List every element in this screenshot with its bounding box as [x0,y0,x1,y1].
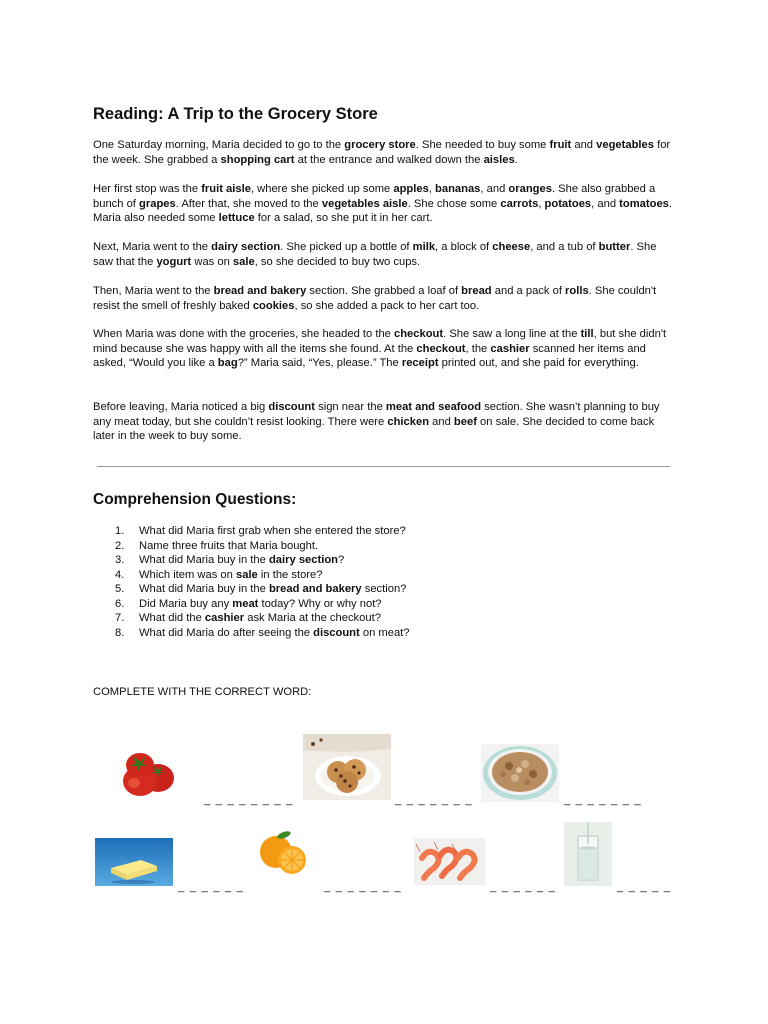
text-run: scanned her items and asked, “Would you like a [93,342,646,370]
text-run: , and [480,183,509,195]
exercise-instruction: COMPLETE WITH THE CORRECT WORD: [93,686,312,698]
text-run: . She saw a long line at the [443,328,581,340]
bold-keyword: bread and bakery [213,285,307,297]
story-paragraph-4 [93,284,678,313]
question-item [104,626,664,641]
bold-keyword: milk [412,241,436,253]
text-run: on meat? [359,626,410,639]
question-text [139,627,410,639]
bold-keyword: aisles [483,153,515,166]
cookies-picture [303,734,391,800]
text-run: . [514,153,518,166]
text-run: Name three fruits that Maria bought. [139,539,319,552]
text-run: . She chose some [407,197,501,210]
blank-line-7[interactable]: _ _ _ _ _ [617,881,672,893]
question-item [104,611,664,626]
text-run: section. She wasn’t planning to buy any meat today, but she couldn’t resist looking. There were [93,401,660,428]
text-run: , so she decided to buy two cups. [254,255,421,268]
text-run: One Saturday morning, Maria decided to go to the [93,139,345,151]
text-run: . She couldn't resist the smell of freshly baked [93,285,657,312]
text-run: and [429,415,454,428]
text-run: sign near the [315,401,386,413]
bold-keyword: cookies [252,299,295,312]
text-run: ?” Maria said, “Yes, please.” The [237,357,402,370]
text-run: . She also grabbed a bunch of [93,183,656,210]
bold-keyword: dairy section [211,241,281,253]
question-number: 8. [115,626,125,639]
questions-heading: Comprehension Questions: [93,491,297,508]
bold-keyword: fruit aisle [201,183,251,195]
text-run: , and [591,197,620,210]
bold-keyword: shopping cart [220,153,295,166]
text-run: , a block of [435,241,493,253]
bold-keyword: chicken [387,415,430,428]
story-paragraph-1 [93,138,678,167]
bold-keyword: cashier [490,342,530,355]
blank-line-6[interactable]: _ _ _ _ _ _ [490,881,557,893]
text-run: at the entrance and walked down the [294,153,484,166]
question-text [139,569,322,581]
text-run: , and a tub of [530,241,599,253]
bold-keyword: cashier [204,612,245,624]
text-run: . She saw that the [93,241,657,268]
text-run: What did Maria buy in the [139,554,269,566]
bold-keyword: checkout [394,328,444,340]
story-paragraph-5 [93,327,678,371]
bold-keyword: receipt [401,357,439,370]
question-text [139,540,318,552]
bold-keyword: potatoes [544,197,592,210]
shrimp-picture [414,838,485,885]
text-run: When Maria was done with the groceries, she headed to the [93,328,394,340]
bold-keyword: cheese [492,241,531,253]
text-run: What did Maria do after seeing the [139,626,314,639]
story-paragraph-2 [93,182,678,226]
text-run: ask Maria at the checkout? [244,612,381,624]
text-run: , [428,183,436,195]
text-run: . She needed to buy some [415,139,550,151]
text-run: What did Maria first grab when she entered the store? [139,525,406,537]
question-number: 3. [115,554,125,566]
question-number: 6. [115,597,125,610]
bold-keyword: grapes [139,197,176,210]
tomatoes-picture [96,718,200,802]
questions-list [104,524,664,640]
text-run: section? [361,583,407,595]
question-text [139,598,382,610]
bold-keyword: vegetables [596,139,654,151]
story-paragraph-6 [93,400,678,444]
question-item [104,524,664,539]
text-run: Which item was on [139,568,236,581]
text-run: , where she picked up some [250,183,394,195]
bold-keyword: tomatoes [619,197,669,210]
bold-keyword: vegetables aisle [321,197,408,210]
text-run: ? [337,554,345,566]
text-run: , the [465,342,491,355]
question-number: 1. [115,525,125,537]
bold-keyword: sale [236,568,258,581]
question-number: 7. [115,612,125,624]
water-glass-picture [564,822,612,886]
section-divider [97,466,670,467]
bold-keyword: butter [598,241,631,253]
text-run: . She picked up a bottle of [280,241,413,253]
question-item [104,582,664,597]
bold-keyword: bread and bakery [268,583,362,595]
bold-keyword: till [580,328,594,340]
bold-keyword: yogurt [156,255,192,268]
question-text [139,612,381,624]
bold-keyword: grocery store [344,139,416,151]
bold-keyword: sale [232,255,255,268]
blank-line-2[interactable]: _ _ _ _ _ _ _ [395,794,473,806]
question-item [104,597,664,612]
bold-keyword: dairy section [268,554,338,566]
bold-keyword: carrots [500,197,539,210]
bold-keyword: discount [268,401,315,413]
text-run: and [571,139,597,151]
text-run: printed out, and she paid for everything. [438,357,639,370]
bold-keyword: apples [393,183,429,195]
text-run: section. She grabbed a loaf of [306,285,462,297]
oranges-picture [256,830,312,878]
text-run: today? Why or why not? [258,597,382,610]
bold-keyword: checkout [416,342,466,355]
text-run: , but she didn't mind because she was happy with all the items she found. At the [93,328,667,355]
text-run: What did Maria buy in the [139,583,269,595]
text-run: and a pack of [491,285,566,297]
question-item [104,539,664,554]
bold-keyword: rolls [565,285,589,297]
question-number: 2. [115,539,125,552]
text-run: in the store? [257,568,323,581]
question-text [139,525,406,537]
question-item [104,568,664,583]
question-number: 5. [115,583,125,595]
butter-picture [95,838,173,886]
granola-picture [481,744,559,802]
text-run: Before leaving, Maria noticed a big [93,401,269,413]
text-run: What did the [139,612,205,624]
text-run: for a salad, so she put it in her cart. [254,212,433,225]
text-run: Then, Maria went to the [93,285,214,297]
bold-keyword: oranges [508,183,552,195]
bold-keyword: bananas [435,183,481,195]
text-run: Her first stop was the [93,183,202,195]
bold-keyword: meat and seafood [385,401,482,413]
question-text [139,554,344,566]
text-run: for the week. She grabbed a [93,139,671,166]
text-run: was on [191,255,233,268]
text-run: . After that, she moved to the [175,197,322,210]
bold-keyword: bag [217,357,238,370]
blank-line-4[interactable]: _ _ _ _ _ _ [178,881,245,893]
question-item [104,553,664,568]
text-run: Next, Maria went to the [93,241,212,253]
text-run: Did Maria buy any [139,597,233,610]
reading-title: Reading: A Trip to the Grocery Store [93,105,378,123]
question-number: 4. [115,568,125,581]
bold-keyword: lettuce [218,212,255,225]
story-paragraph-3 [93,240,678,269]
bold-keyword: discount [313,626,360,639]
bold-keyword: bread [461,285,492,297]
blank-line-1[interactable]: _ _ _ _ _ _ _ _ [204,794,294,806]
blank-line-3[interactable]: _ _ _ _ _ _ _ [564,794,642,806]
text-run: , [538,197,545,210]
bold-keyword: beef [453,415,477,428]
question-text [139,583,406,595]
bold-keyword: meat [232,597,259,610]
text-run: on sale. She decided to come back later in the week to buy some. [93,415,655,443]
blank-line-5[interactable]: _ _ _ _ _ _ _ [324,881,402,893]
text-run: . Maria also needed some [93,197,672,225]
text-run: , so she added a pack to her cart too. [294,299,480,312]
bold-keyword: fruit [549,139,572,151]
